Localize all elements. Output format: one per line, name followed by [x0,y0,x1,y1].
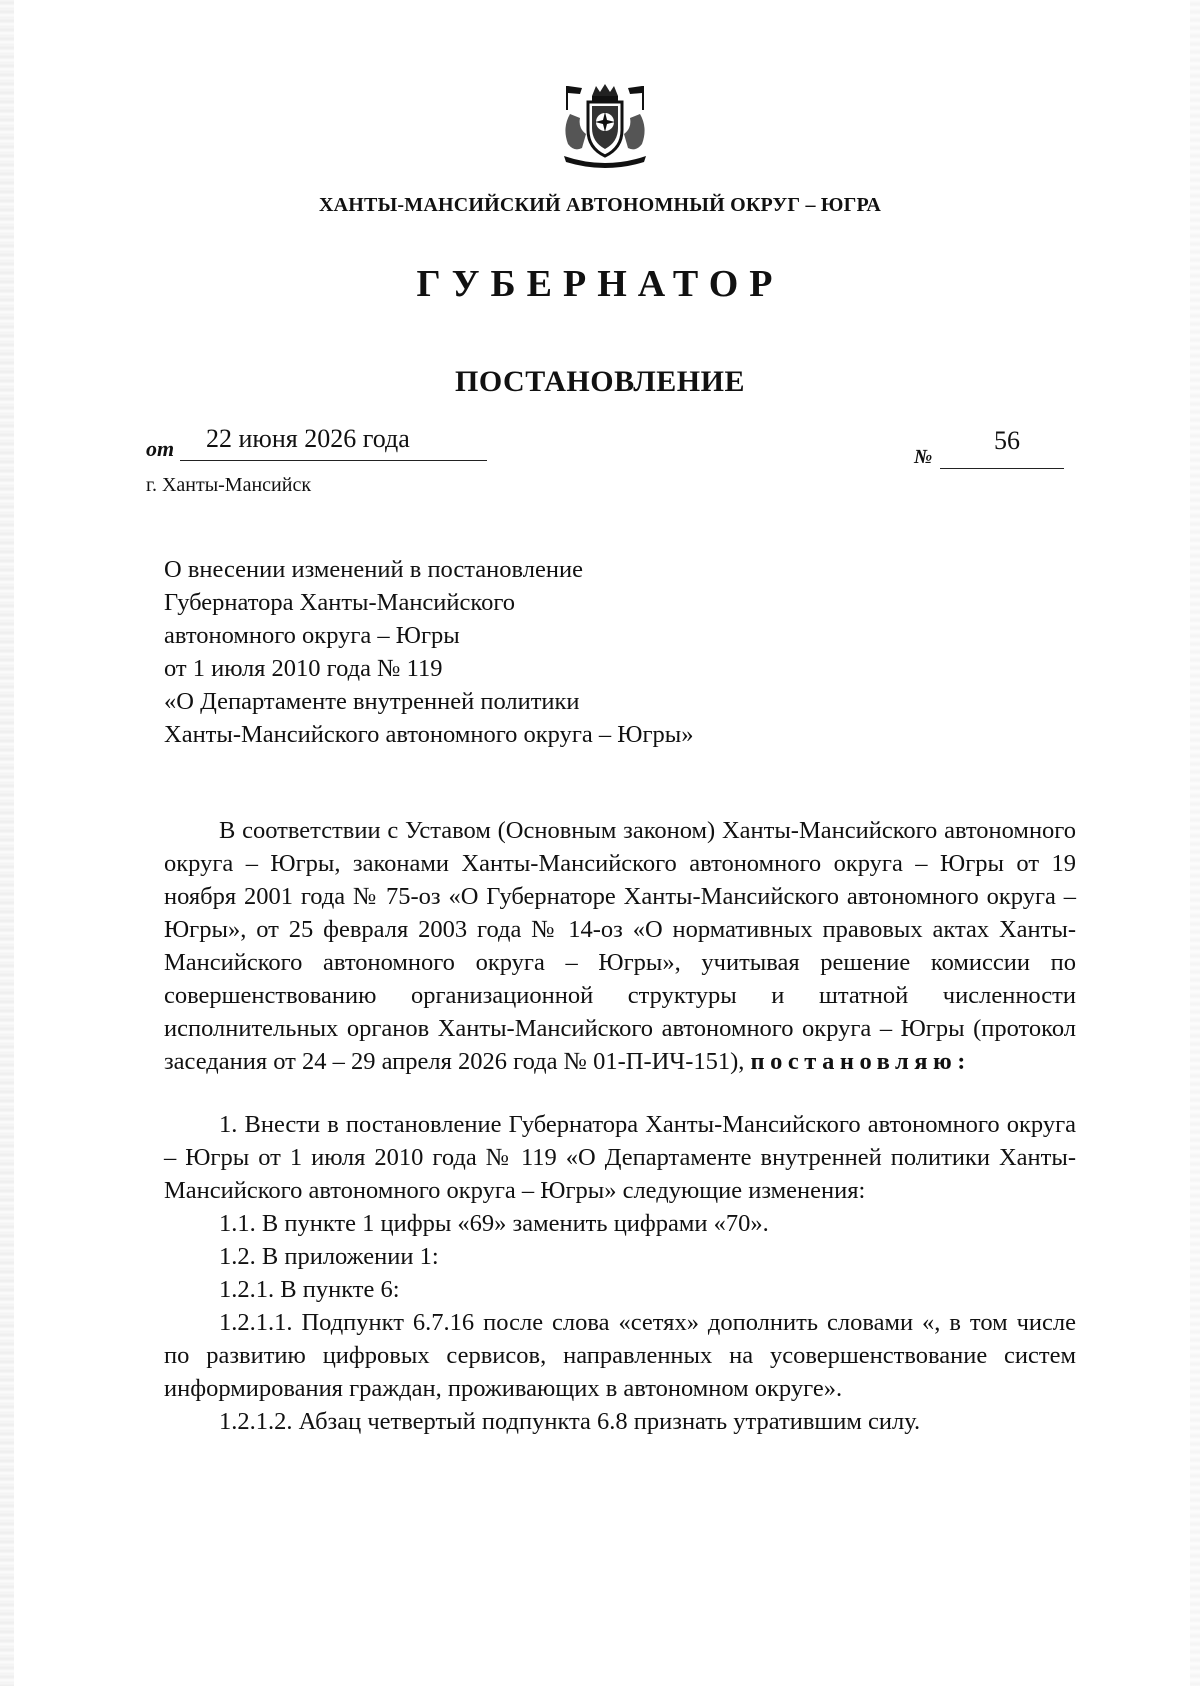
number-underline [940,468,1064,469]
preamble-paragraph [164,814,1076,1078]
item-1-2-1-2: 1.2.1.2. Абзац четвертый подпункта 6.8 признать утратившим силу. [219,1408,921,1435]
date-prefix: от [146,436,175,461]
title-line: «О Департаменте внутренней политики [164,688,580,715]
coat-of-arms-icon [552,78,658,170]
document-date: 22 июня 2026 года [206,424,410,453]
resolve-word: постановляю [750,1048,958,1075]
title-line: от 1 июля 2010 года № 119 [164,655,443,682]
document-number: 56 [994,426,1020,455]
item-1-2: 1.2. В приложении 1: [219,1243,439,1270]
title-line: О внесении изменений в постановление [164,556,583,583]
item-1-1: 1.1. В пункте 1 цифры «69» заменить цифрами «70». [219,1210,769,1237]
preamble-text: В соответствии с Уставом (Основным законом) Ханты-Мансийского автономного округа – Югры, законами Ханты-Мансийского автономного округа – Югры от 19 ноября 2001 года № 75-оз «О Губернаторе Ханты-Мансийского автономного округа – Югры», от 25 февраля 2003 года № 14-оз «О нормативных правовых актах Ханты-Мансийского автономного округа – Югры», учитывая решение комиссии по совершенствованию организационной структуры и штатной численности исполнительных органов Ханты-Мансийского автономного округа – Югры (протокол заседания от 24 – 29 апреля 2026 года № 01-П-ИЧ-151), [164,817,1076,1075]
title-line: Ханты-Мансийского автономного округа – Югры» [164,721,694,748]
region-name: ХАНТЫ-МАНСИЙСКИЙ АВТОНОМНЫЙ ОКРУГ – ЮГРА [319,194,881,216]
resolve-colon: : [957,1048,971,1075]
scan-edge-right [1190,0,1200,1686]
number-prefix: № [914,446,933,468]
item-1-2-1: 1.2.1. В пункте 6: [219,1276,400,1303]
title-line: Губернатора Ханты-Мансийского [164,589,516,616]
item-1-2-1-1: 1.2.1.1. Подпункт 6.7.16 после слова «сетях» дополнить словами «, в том числе по развитию цифровых сервисов, направленных на усовершенствование систем информирования граждан, проживающих в автономном округе». [164,1309,1076,1402]
document-title [164,553,693,751]
city: г. Ханты-Мансийск [146,474,312,496]
item-1: 1. Внести в постановление Губернатора Ханты-Мансийского автономного округа – Югры от 1 июля 2010 года № 119 «О Департаменте внутренней политики Ханты-Мансийского автономного округа – Югры» следующие изменения: [164,1111,1076,1204]
authority-title: ГУБЕРНАТОР [416,263,784,305]
document-body [164,814,1076,1438]
date-underline [180,460,487,461]
document-type: ПОСТАНОВЛЕНИЕ [455,365,745,398]
title-line: автономного округа – Югры [164,622,460,649]
scan-edge-left [0,0,14,1686]
